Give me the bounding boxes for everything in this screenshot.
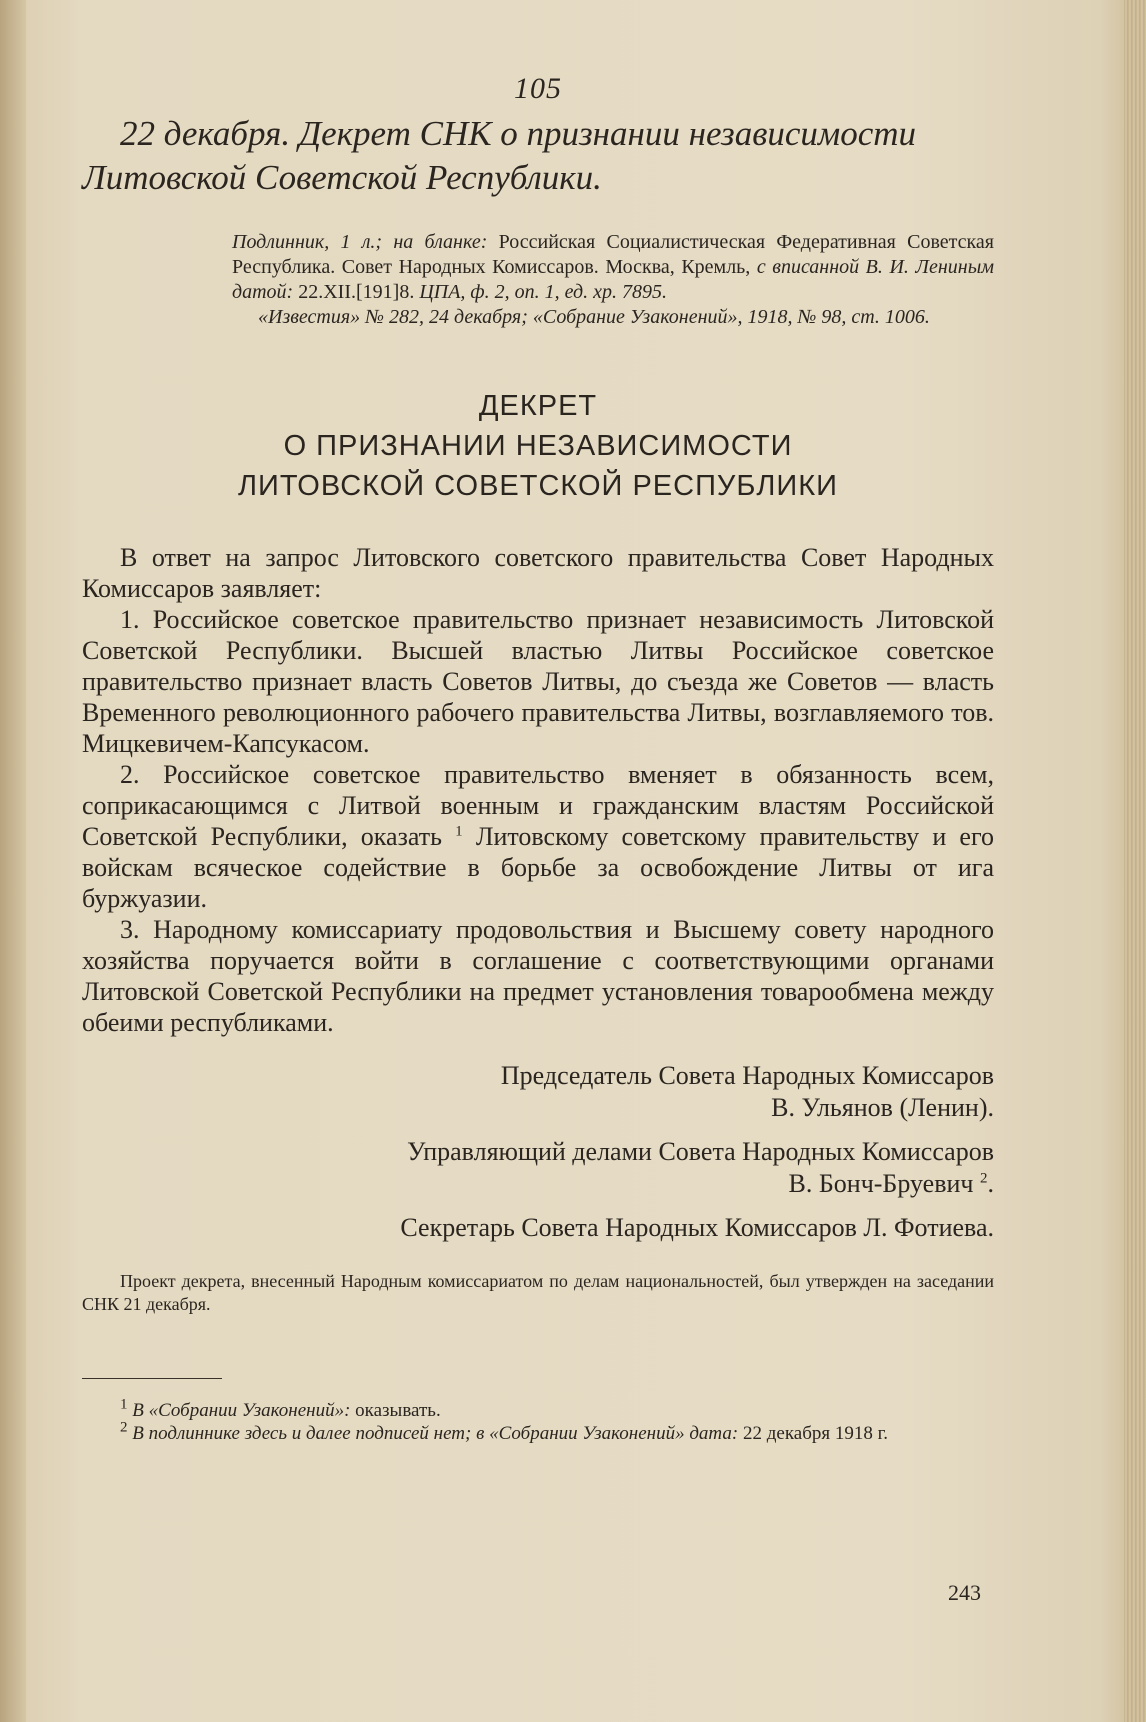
page-edge	[1124, 0, 1146, 1722]
footnote-ref-2: 2	[980, 1170, 988, 1187]
footnote-2-text: 22 декабря 1918 г.	[742, 1423, 889, 1444]
paragraph-2	[82, 759, 994, 914]
page-number: 243	[948, 1580, 981, 1605]
footnote-1-mark: 1	[120, 1396, 128, 1413]
signature-manager	[82, 1136, 994, 1200]
source-letterhead: Российская Социалистическая Федеративная Советская Республика. Совет Народных Комиссаров. Москва, Кремль,	[232, 231, 994, 278]
document-heading: 22 декабря. Декрет СНК о признании независимости Литовской Советской Республики.	[82, 114, 917, 197]
source-note	[232, 230, 994, 330]
footnote-2	[82, 1419, 994, 1445]
manager-end: .	[987, 1169, 994, 1198]
source-date-value: 22.XII.[191]8.	[298, 281, 415, 303]
footnote-ref-1: 1	[455, 823, 463, 840]
page-content	[82, 72, 994, 1445]
source-archive: ЦПА, ф. 2, оп. 1, ед. хр. 7895.	[419, 281, 668, 303]
footnote-divider	[82, 1378, 222, 1379]
secretary-line: Секретарь Совета Народных Комиссаров Л. Фотиева.	[400, 1213, 994, 1242]
document-number: 105	[514, 72, 562, 105]
chair-name: В. Ульянов (Ленин).	[771, 1093, 994, 1122]
decree-title-line-1: ДЕКРЕТ	[478, 390, 598, 422]
editor-note: Проект декрета, внесенный Народным комиссариатом по делам национальностей, был утвержден на заседании СНК 21 декабря.	[82, 1271, 994, 1314]
signatures	[82, 1060, 994, 1244]
footnote-2-mark: 2	[120, 1419, 128, 1436]
paragraph-2-part-1: 2. Российское советское правительство вменяет в обязанность всем, соприкасающимся с Литвой военным и гражданским властям Российской Советской Республики, оказать	[82, 760, 994, 851]
source-original-label: Подлинник, 1 л.; на бланке:	[232, 231, 488, 253]
source-date-note: с вписанной В. И. Лениным датой:	[232, 256, 994, 303]
manager-name: В. Бонч-Бруевич	[788, 1169, 974, 1198]
paragraph-1: 1. Российское советское правительство признает независимость Литовской Советской Республики. Высшей властью Литвы Российское советское правительство признает власть Советов Литвы, до съезда же Советов — власть Временного революционного рабочего правительства Литвы, возглавляемого тов. Мицкевичем-Капсукасом.	[82, 605, 994, 758]
decree-body	[82, 542, 994, 1038]
signature-secretary	[82, 1212, 994, 1244]
decree-title	[82, 386, 994, 506]
decree-title-line-3: ЛИТОВСКОЙ СОВЕТСКОЙ РЕСПУБЛИКИ	[238, 470, 838, 502]
footnote-1-text: оказывать.	[355, 1400, 441, 1421]
footnote-1-source: В «Собрании Узаконений»:	[132, 1400, 351, 1421]
signature-chair	[82, 1060, 994, 1124]
manager-title: Управляющий делами Совета Народных Комиссаров	[407, 1137, 994, 1166]
footnote-1	[82, 1396, 994, 1422]
footnote-2-text-italic: В подлиннике здесь и далее подписей нет; в «Собрании Узаконений» дата:	[132, 1423, 739, 1444]
paragraph-intro: В ответ на запрос Литовского советского правительства Совет Народных Комиссаров заявляет:	[82, 543, 994, 603]
paragraph-3: 3. Народному комиссариату продовольствия и Высшему совету народного хозяйства поручается войти в соглашение с соответствующими органами Литовской Советской Республики на предмет установления товарообмена между обеими республиками.	[82, 915, 994, 1037]
decree-title-line-2: О ПРИЗНАНИИ НЕЗАВИСИМОСТИ	[283, 430, 793, 462]
chair-title: Председатель Совета Народных Комиссаров	[500, 1061, 994, 1090]
book-spine-shadow	[0, 0, 26, 1722]
source-publication: «Известия» № 282, 24 декабря; «Собрание Узаконений», 1918, № 98, ст. 1006.	[258, 306, 930, 328]
paragraph-2-part-2: Литовскому советскому правительству и его войскам всяческое содействие в борьбе за освобождение Литвы от ига буржуазии.	[82, 822, 994, 913]
